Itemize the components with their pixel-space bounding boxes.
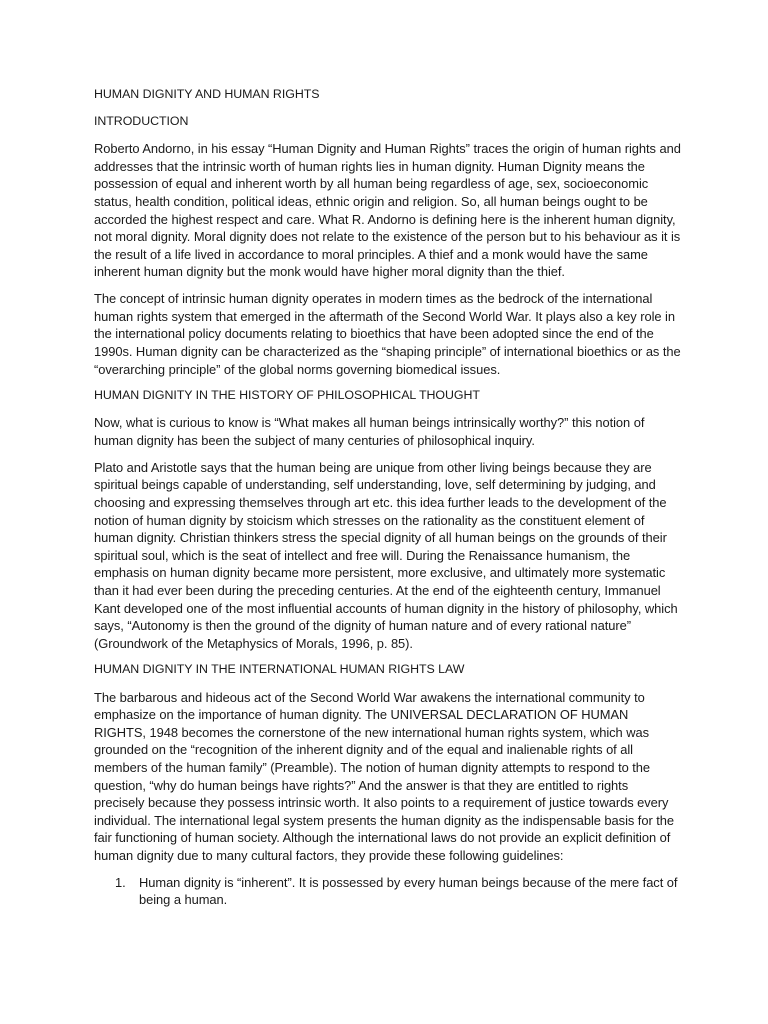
- guidelines-list: [94, 874, 682, 909]
- list-item-number: 1.: [115, 874, 126, 890]
- paragraph: Roberto Andorno, in his essay “Human Dignity and Human Rights” traces the origin of human rights and addresses that the intrinsic worth of human rights lies in human dignity. Human Dignity means the possession of equal and inherent worth by all human being regardless of age, sex, socioeconomic status, health condition, political ideas, ethnic origin and religion. So, all human beings ought to be accorded the highest respect and care. What R. Andorno is defining here is the inherent human dignity, not moral dignity. Moral dignity does not relate to the existence of the person but to his behaviour as it is the result of a life lived in accordance to moral principles. A thief and a monk would have the same inherent human dignity but the monk would have higher moral dignity than the thief.: [94, 141, 681, 280]
- document-title: HUMAN DIGNITY AND HUMAN RIGHTS: [94, 87, 320, 101]
- list-item: [94, 874, 682, 909]
- paragraph: Now, what is curious to know is “What makes all human beings intrinsically worthy?” this notion of human dignity has been the subject of many centuries of philosophical inquiry.: [94, 415, 645, 448]
- paragraph: Plato and Aristotle says that the human being are unique from other living beings because they are spiritual beings capable of understanding, self understanding, love, self determining by judging, and choosing and expressing themselves through art etc. this idea further leads to the development of the notion of human dignity by stoicism which stresses on the rationality as the constituent element of human dignity. Christian thinkers stress the special dignity of all human beings on the grounds of their spiritual soul, which is the seat of intellect and free will. During the Renaissance humanism, the emphasis on human dignity became more persistent, more exclusive, and ultimately more systematic than it had ever been during the preceding centuries. At the end of the eighteenth century, Immanuel Kant developed one of the most influential accounts of human dignity in the history of philosophy, which says, “Autonomy is then the ground of the dignity of human nature and of every rational nature” (Groundwork of the Metaphysics of Morals, 1996, p. 85).: [94, 459, 678, 651]
- paragraph: The concept of intrinsic human dignity operates in modern times as the bedrock of the international human rights system that emerged in the aftermath of the Second World War. It plays also a key role in the international policy documents relating to bioethics that have been adopted since the end of the 1990s. Human dignity can be characterized as the “shaping principle” of international bioethics or as the “overarching principle” of the global norms governing biomedical issues.: [94, 291, 681, 377]
- section-heading-philosophical-thought: HUMAN DIGNITY IN THE HISTORY OF PHILOSOPHICAL THOUGHT: [94, 388, 480, 403]
- section-heading-introduction: INTRODUCTION: [94, 114, 189, 129]
- paragraph: The barbarous and hideous act of the Second World War awakens the international community to emphasize on the importance of human dignity. The UNIVERSAL DECLARATION OF HUMAN RIGHTS, 1948 becomes the cornerstone of the new international human rights system, which was grounded on the “recognition of the inherent dignity and of the equal and inalienable rights of all members of the human family” (Preamble). The notion of human dignity attempts to respond to the question, “why do human beings have rights?” And the answer is that they are entitled to rights precisely because they possess intrinsic worth. It also points to a requirement of justice towards every individual. The international legal system presents the human dignity as the indispensable basis for the fair functioning of human society. Although the international laws do not provide an explicit definition of human dignity due to many cultural factors, they provide these following guidelines:: [94, 689, 675, 863]
- section-heading-international-law: HUMAN DIGNITY IN THE INTERNATIONAL HUMAN RIGHTS LAW: [94, 662, 465, 677]
- document-page: [94, 86, 682, 909]
- list-item-text: Human dignity is “inherent”. It is possessed by every human beings because of the mere fact of being a human.: [139, 874, 678, 908]
